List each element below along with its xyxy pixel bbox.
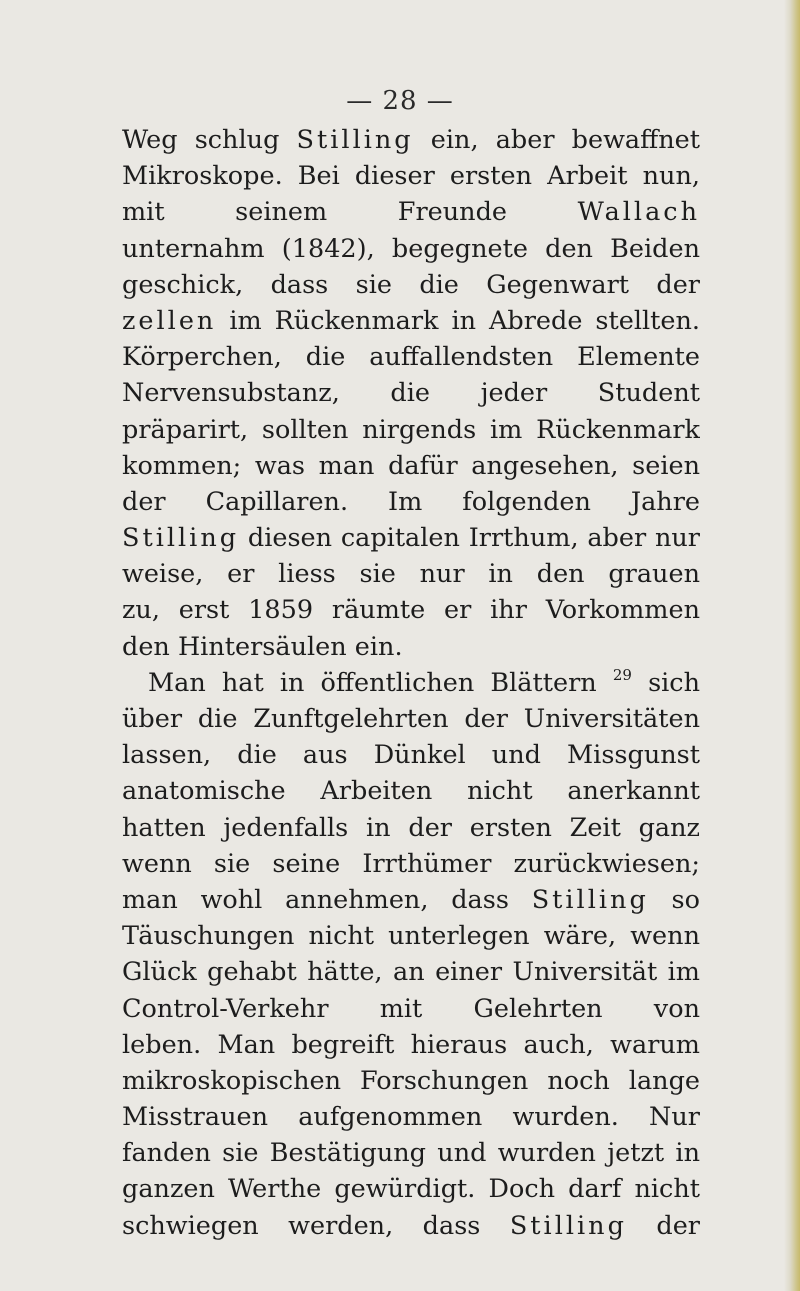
- text-line: der Capillaren. Im folgenden Jahre: [122, 486, 700, 517]
- text-line: ganzen Werthe gewürdigt. Doch darf nicht: [122, 1174, 700, 1205]
- text-line-with-footnote: [122, 665, 700, 701]
- text-line: Mikroskope. Bei dieser ersten Arbeit nun,: [122, 161, 700, 192]
- body-text: [122, 122, 700, 1244]
- text-line: Täuschungen nicht unterlegen wäre, wenn: [122, 921, 700, 952]
- text-line: geschick, dass sie die Gegenwart der: [122, 269, 700, 300]
- text-fragment: sich: [648, 667, 700, 698]
- text-line: zu, erst 1859 räumte er ihr Vorkommen: [122, 595, 700, 626]
- text-line: leben. Man begreift hieraus auch, warum: [122, 1029, 700, 1060]
- text-line: mikroskopischen Forschungen noch lange: [122, 1065, 700, 1096]
- text-line: unternahm (1842), begegnete den Beiden: [122, 233, 700, 264]
- text-line: den Hintersäulen ein.: [122, 631, 403, 662]
- text-line: Misstrauen aufgenommen wurden. Nur: [122, 1102, 700, 1133]
- text-line: Control-Verkehr mit Gelehrten von: [122, 993, 700, 1024]
- text-line: lassen, die aus Dünkel und Missgunst: [122, 740, 700, 771]
- text-line: anatomische Arbeiten nicht anerkannt: [122, 776, 700, 807]
- text-fragment: Man hat in öffentlichen Blättern: [148, 667, 597, 698]
- text-line: präparirt, sollten nirgends im Rückenmark: [122, 414, 700, 445]
- text-line: über die Zunftgelehrten der Universitäten: [122, 704, 700, 734]
- text-line: schwiegen werden, dass Stilling der: [122, 1210, 700, 1241]
- text-line: wenn sie seine Irrthümer zurückwiesen;: [122, 848, 700, 879]
- text-line: fanden sie Bestätigung und wurden jetzt in: [122, 1138, 700, 1169]
- text-line: Weg schlug Stilling ein, aber bewaffnet: [122, 125, 700, 155]
- text-line: kommen; was man dafür angesehen, seien: [122, 450, 700, 481]
- page-edge-shadow: [784, 0, 800, 1291]
- footnote-reference: 29: [612, 665, 632, 684]
- text-line: man wohl annehmen, dass Stilling so: [122, 884, 700, 915]
- text-line: mit seinem Freunde Wallach: [122, 197, 700, 228]
- text-line: weise, er liess sie nur in den grauen: [122, 559, 700, 590]
- text-line: hatten jedenfalls in der ersten Zeit ganz: [122, 812, 700, 843]
- text-line: Stilling diesen capitalen Irrthum, aber nur: [122, 523, 700, 554]
- text-line: Nervensubstanz, die jeder Student: [122, 378, 700, 409]
- text-line: Körperchen, die auffallendsten Elemente: [122, 342, 700, 373]
- text-line: Glück gehabt hätte, an einer Universität im: [122, 957, 700, 988]
- page-number: — 28 —: [346, 86, 454, 116]
- text-line: zellen im Rückenmark in Abrede stellten.: [122, 305, 700, 336]
